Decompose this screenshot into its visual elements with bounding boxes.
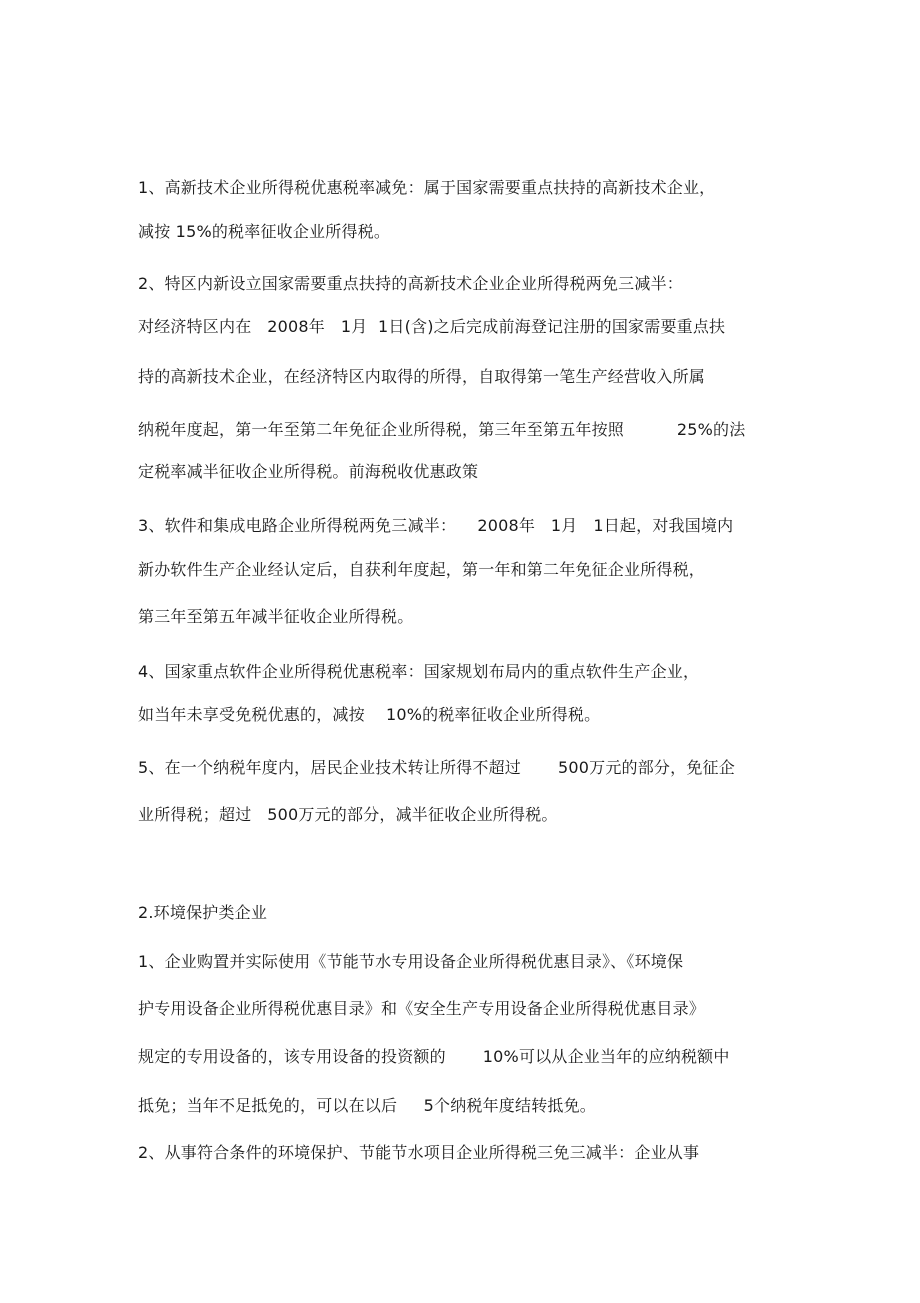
text-line: 规定的专用设备的，该专用设备的投资额的 10%可以从企业当年的应纳税额中 — [138, 1047, 730, 1066]
text-line: 纳税年度起，第一年至第二年免征企业所得税，第三年至第五年按照 25%的法 — [138, 420, 746, 439]
text-line: 对经济特区内在 2008年 1月 1日(含)之后完成前海登记注册的国家需要重点扶 — [138, 317, 726, 336]
text-line: 5、在一个纳税年度内，居民企业技术转让所得不超过 500万元的部分，免征企 — [138, 758, 735, 777]
text-line: 2、从事符合条件的环境保护、节能节水项目企业所得税三免三减半：企业从事 — [138, 1143, 700, 1162]
text-line: 新办软件生产企业经认定后，自获利年度起，第一年和第二年免征企业所得税， — [138, 560, 706, 579]
text-line: 护专用设备企业所得税优惠目录》和《安全生产专用设备企业所得税优惠目录》 — [138, 999, 706, 1018]
text-line: 减按 15%的税率征收企业所得税。 — [138, 222, 391, 241]
text-line: 4、国家重点软件企业所得税优惠税率：国家规划布局内的重点软件生产企业， — [138, 662, 700, 681]
text-line: 如当年未享受免税优惠的，减按 10%的税率征收企业所得税。 — [138, 705, 601, 724]
text-line: 1、企业购置并实际使用《节能节水专用设备企业所得税优惠目录》、《环境保 — [138, 952, 684, 971]
text-line: 1、高新技术企业所得税优惠税率减免：属于国家需要重点扶持的高新技术企业， — [138, 178, 716, 197]
text-line: 抵免；当年不足抵免的，可以在以后 5个纳税年度结转抵免。 — [138, 1096, 597, 1115]
text-line: 业所得税；超过 500万元的部分，减半征收企业所得税。 — [138, 805, 558, 824]
text-line: 定税率减半征收企业所得税。前海税收优惠政策 — [138, 462, 479, 481]
text-line: 第三年至第五年减半征收企业所得税。 — [138, 607, 414, 626]
text-line: 3、软件和集成电路企业所得税两免三减半： 2008年 1月 1日起，对我国境内 — [138, 516, 734, 535]
text-line: 持的高新技术企业，在经济特区内取得的所得，自取得第一笔生产经营收入所属 — [138, 367, 706, 386]
text-line: 2、特区内新设立国家需要重点扶持的高新技术企业企业所得税两免三减半： — [138, 274, 683, 293]
section-heading: 2.环境保护类企业 — [138, 903, 268, 922]
